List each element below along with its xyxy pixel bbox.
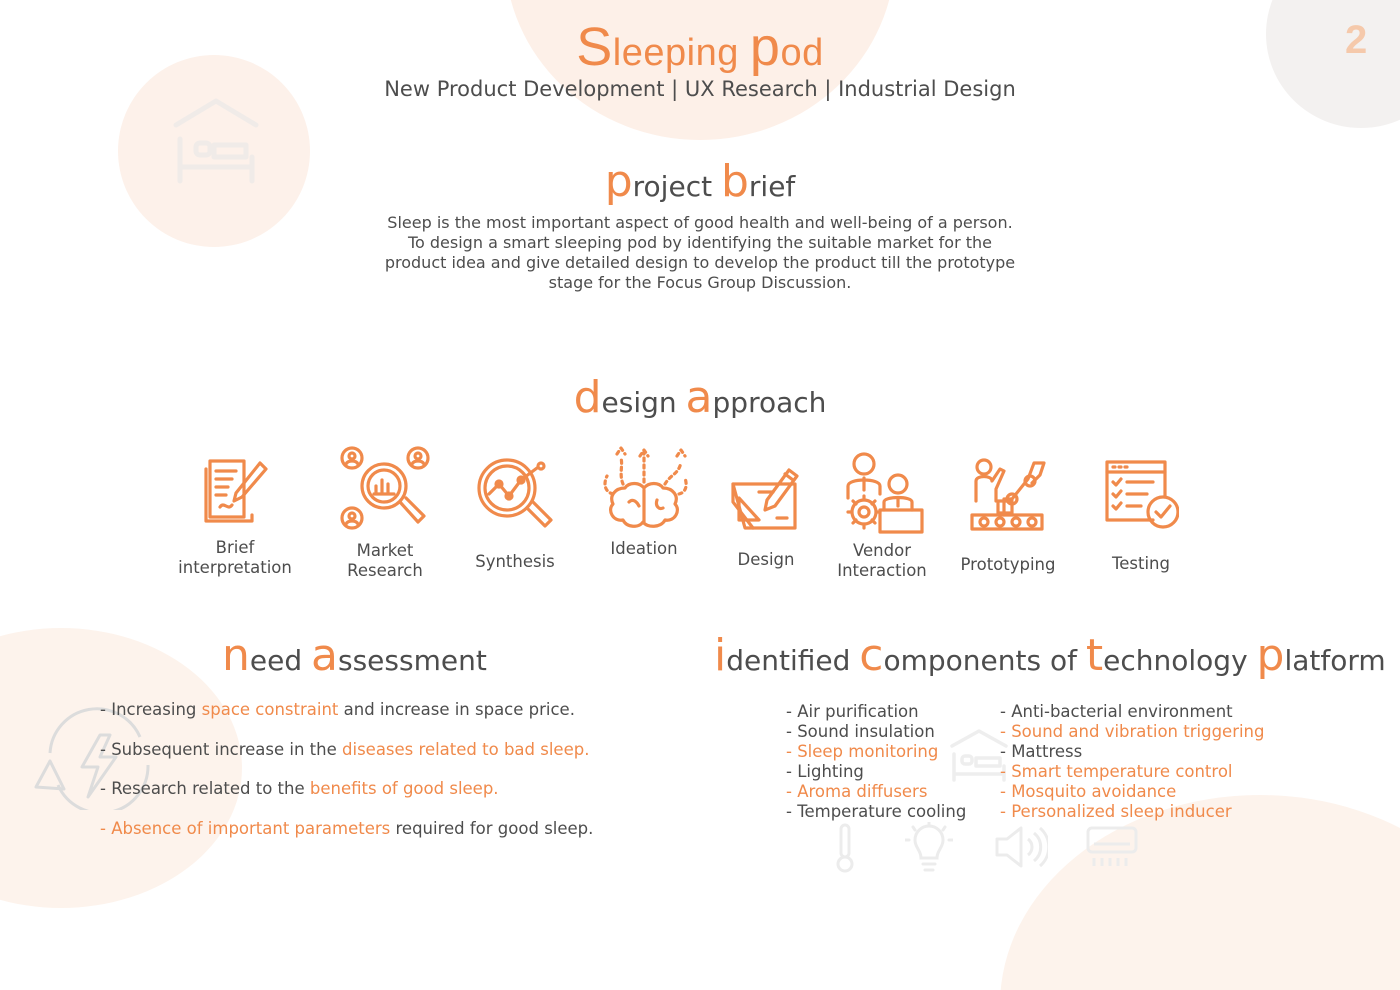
step-label <box>445 552 585 572</box>
heading-initial: a <box>685 372 713 423</box>
list-item: - Personalized sleep inducer <box>1000 801 1232 821</box>
technology-platform-heading <box>714 630 1386 681</box>
heading-part: eed <box>249 644 312 677</box>
page-subtitle: New Product Development | UX Research | Industrial Design <box>384 77 1016 101</box>
step-label <box>938 555 1078 575</box>
heading-initial: i <box>714 630 727 681</box>
page-title <box>0 16 1400 78</box>
list-item: - Sound insulation <box>786 721 935 741</box>
heading-part: ssessment <box>338 644 487 677</box>
need-assessment-heading <box>222 630 487 681</box>
item-text: - Research related to the <box>100 779 310 798</box>
heading-initial: t <box>1085 630 1104 681</box>
checklist-icon <box>1103 458 1179 530</box>
heading-initial: p <box>1256 630 1285 681</box>
brief-line: stage for the Focus Group Discussion. <box>548 273 852 292</box>
list-item: - Sleep monitoring <box>786 741 939 761</box>
brain-ideas-icon <box>599 444 689 532</box>
title-initial-p: p <box>749 17 781 77</box>
design-tools-icon <box>729 462 803 534</box>
heading-part: dentified <box>726 644 860 677</box>
item-text: - Increasing <box>100 700 202 719</box>
list-item <box>100 779 593 819</box>
brief-line: Sleep is the most important aspect of good health and well-being of a person. <box>387 213 1013 232</box>
market-research-icon <box>340 446 430 532</box>
title-part-1: leeping <box>612 32 750 74</box>
step-label <box>574 539 714 559</box>
item-highlight: space constraint <box>201 700 339 719</box>
list-item <box>100 740 593 780</box>
list-item: - Anti-bacterial environment <box>1000 702 1233 721</box>
step-label <box>315 541 455 581</box>
step-label <box>165 538 305 578</box>
list-item <box>100 819 593 859</box>
step-prototyping <box>938 455 1078 575</box>
tech-components-column-2 <box>1000 702 1265 821</box>
list-item: - Aroma diffusers <box>786 781 928 801</box>
document-pen-icon <box>200 455 270 527</box>
step-synthesis <box>445 456 585 572</box>
step-label-line: interpretation <box>178 558 292 577</box>
step-market-research <box>315 446 455 581</box>
tech-components-column-1 <box>786 702 966 821</box>
item-highlight: benefits of good sleep. <box>309 779 499 798</box>
title-initial-s: S <box>576 17 613 77</box>
bulb-icon <box>905 822 953 874</box>
heading-part: pproach <box>712 386 827 419</box>
item-text: and increase in space price. <box>338 700 575 719</box>
project-brief-heading <box>0 156 1400 207</box>
list-item <box>100 700 593 740</box>
heading-initial: c <box>859 630 884 681</box>
list-item: - Mosquito avoidance <box>1000 781 1177 801</box>
step-label-line: Market <box>356 541 414 560</box>
design-approach-heading <box>0 372 1400 423</box>
step-label-line: Ideation <box>610 539 678 558</box>
heading-part: rief <box>748 170 796 203</box>
list-item: - Mattress <box>1000 741 1083 761</box>
brief-line: product idea and give detailed design to develop the product till the prototype <box>384 253 1016 272</box>
heading-initial: d <box>573 372 602 423</box>
heading-part: omponents of <box>883 644 1086 677</box>
need-assessment-list <box>100 700 593 858</box>
step-testing <box>1071 458 1211 574</box>
title-part-2: od <box>780 32 824 74</box>
robot-arm-icon <box>968 455 1048 533</box>
list-item: - Smart temperature control <box>1000 761 1233 781</box>
item-text: required for good sleep. <box>390 818 594 838</box>
magnifier-chart-icon <box>475 456 555 532</box>
step-label-line: Interaction <box>837 561 927 580</box>
bg-circle-lower-right <box>1000 795 1400 990</box>
step-label <box>1071 554 1211 574</box>
list-item: - Temperature cooling <box>786 801 967 821</box>
brief-line: To design a smart sleeping pod by identifying the suitable market for the <box>407 233 993 252</box>
step-label-line: Vendor <box>853 541 911 560</box>
vendor-meeting-icon <box>840 450 924 536</box>
step-label <box>812 541 952 581</box>
step-ideation <box>574 444 714 559</box>
page-number: 2 <box>1345 18 1368 62</box>
heading-initial: p <box>604 156 633 207</box>
step-label-line: Design <box>737 550 795 569</box>
item-highlight: - Absence of important parameters <box>100 818 391 838</box>
heading-initial: a <box>311 630 338 681</box>
step-label-line: Prototyping <box>960 555 1056 574</box>
list-item: - Air purification <box>786 702 919 721</box>
step-brief-interpretation <box>165 455 305 578</box>
speaker-icon <box>993 824 1048 870</box>
heading-initial: b <box>720 156 749 207</box>
step-vendor-interaction <box>812 450 952 581</box>
list-item: - Lighting <box>786 761 864 781</box>
item-highlight: diseases related to bad sleep. <box>342 739 590 759</box>
heading-part: latform <box>1284 644 1386 677</box>
project-brief-text <box>360 213 1040 293</box>
heading-part: echnology <box>1103 644 1257 677</box>
step-label-line: Testing <box>1111 554 1170 573</box>
step-label-line: Brief <box>215 538 255 557</box>
heading-initial: n <box>222 630 250 681</box>
step-label-line: Research <box>347 561 423 580</box>
thermometer-icon <box>834 823 856 873</box>
item-text: - Subsequent increase in the <box>100 739 343 759</box>
heading-part: esign <box>601 386 686 419</box>
air-conditioner-icon <box>1086 826 1138 868</box>
list-item: - Sound and vibration triggering <box>1000 721 1265 741</box>
step-label-line: Synthesis <box>475 552 555 571</box>
heading-part: roject <box>632 170 721 203</box>
